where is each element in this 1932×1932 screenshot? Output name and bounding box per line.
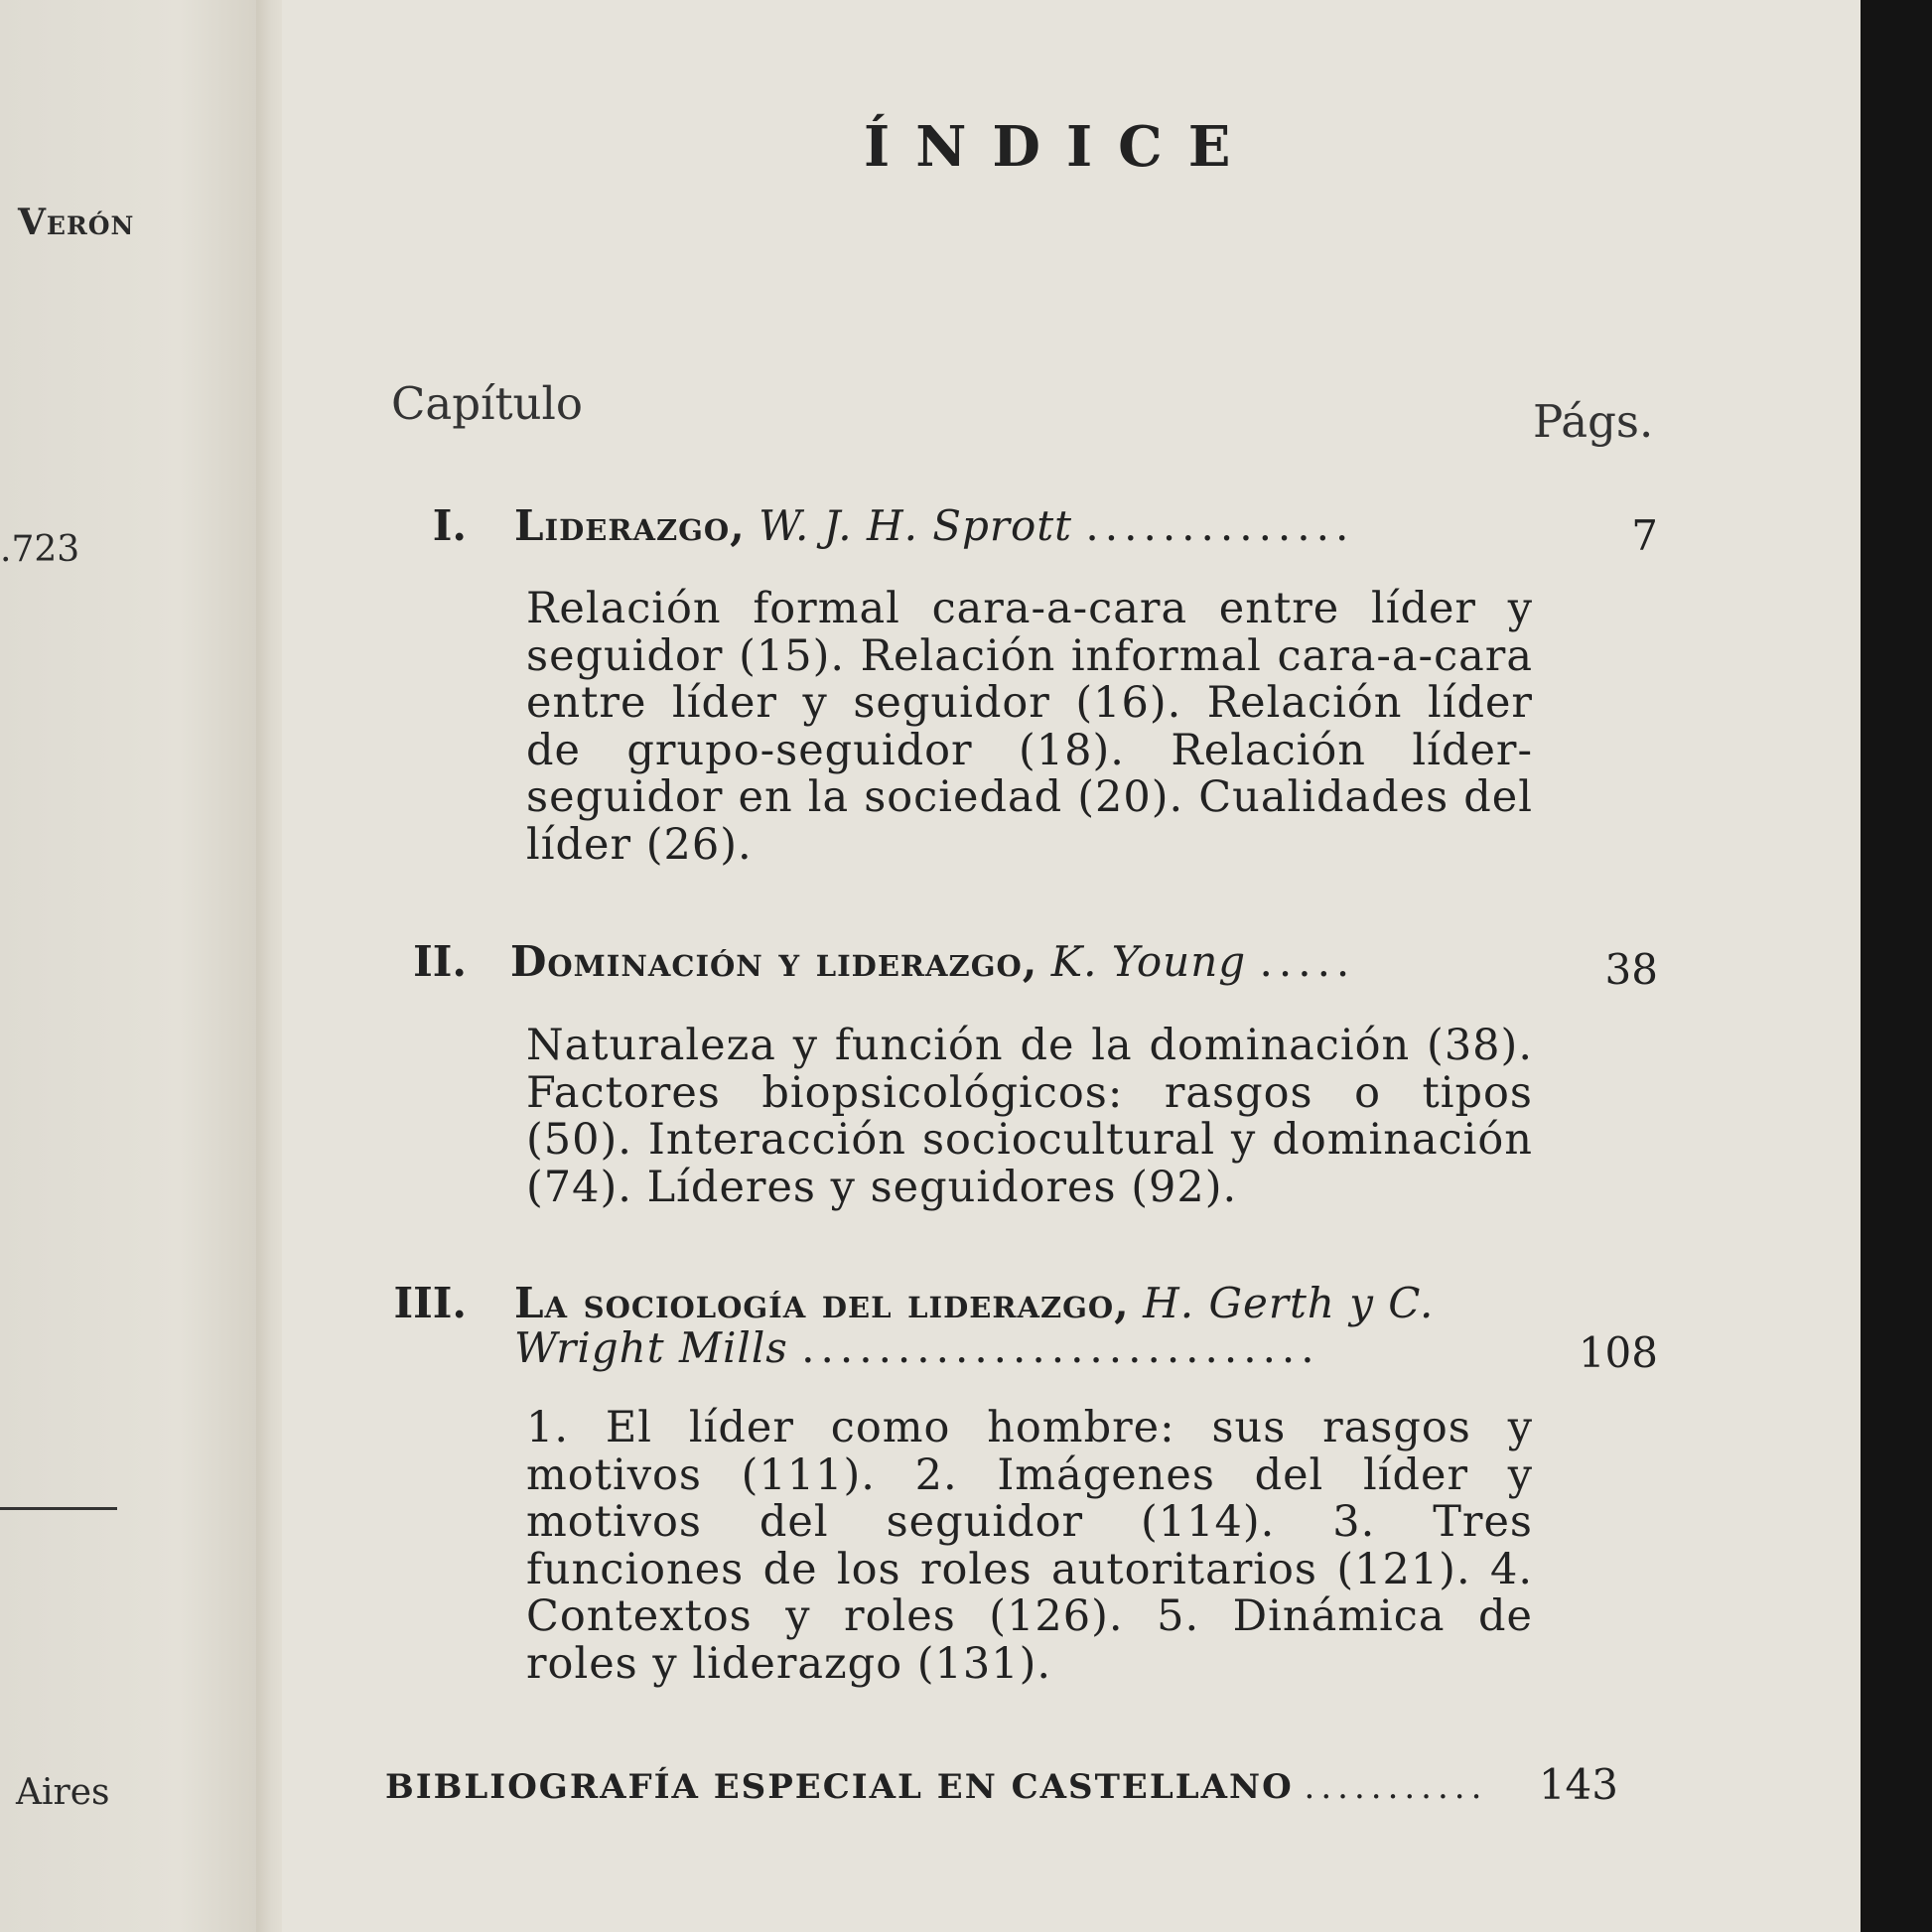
chapter-2-leader-dots: ..... bbox=[1259, 937, 1356, 986]
bibliography-heading bbox=[385, 1767, 1487, 1807]
chapter-3-heading-line2 bbox=[514, 1323, 1320, 1372]
left-page-fragment-number: .723 bbox=[0, 529, 80, 570]
chapter-3-description: 1. El líder como hombre: sus rasgos y motivos (111). 2. Imágenes del líder y motivos del seguidor (114). 3. Tres funciones de los roles autoritarios (121). 4. Contextos y roles (126). 5. Dinámica de roles y liderazgo (131). bbox=[526, 1403, 1533, 1689]
chapter-1-heading bbox=[514, 501, 1354, 550]
book-gutter bbox=[256, 0, 282, 1932]
chapter-1-description: Relación formal cara-a-cara entre líder y seguidor (15). Relación informal cara-a-cara entre líder y seguidor (16). Relación líder de grupo-seguidor (18). Relación líder-seguidor en la sociedad (20). Cualidades del líder (26). bbox=[526, 584, 1533, 870]
chapter-1-title: Liderazgo, bbox=[514, 501, 746, 550]
chapter-1-numeral: I. bbox=[432, 501, 467, 550]
chapter-1-leader-dots: .............. bbox=[1085, 501, 1355, 550]
chapter-2-page: 38 bbox=[1604, 945, 1658, 994]
left-page-fragment-veron: Verón bbox=[18, 202, 135, 243]
bibliography-leader-dots: ........... bbox=[1304, 1767, 1488, 1807]
dark-background-edge bbox=[1861, 0, 1932, 1932]
chapter-2-description: Naturaleza y función de la dominación (38). Factores biopsicológicos: rasgos o tipos (50). Interacción sociocultural y dominación (74). Líderes y seguidores (92). bbox=[526, 1021, 1533, 1212]
chapter-3-author: H. Gerth y C. bbox=[1143, 1279, 1435, 1327]
chapter-2-heading bbox=[510, 937, 1355, 986]
column-header-pages: Págs. bbox=[1533, 395, 1654, 448]
bibliography-page: 143 bbox=[1538, 1760, 1618, 1809]
chapter-3-leader-dots: ........................... bbox=[801, 1323, 1320, 1372]
chapter-3-page: 108 bbox=[1578, 1328, 1658, 1377]
left-page bbox=[0, 0, 256, 1932]
chapter-3-title: La sociología del liderazgo, bbox=[514, 1279, 1130, 1327]
left-page-fragment-aires: Aires bbox=[16, 1772, 110, 1813]
chapter-3-author-line2: Wright Mills bbox=[514, 1323, 788, 1372]
chapter-1-author: W. J. H. Sprott bbox=[759, 501, 1073, 550]
chapter-1-page: 7 bbox=[1631, 511, 1658, 560]
chapter-2-numeral: II. bbox=[413, 937, 467, 986]
column-header-chapter: Capítulo bbox=[391, 377, 584, 430]
chapter-3-numeral: III. bbox=[393, 1279, 467, 1327]
chapter-2-title: Dominación y liderazgo, bbox=[510, 937, 1038, 986]
chapter-3-heading-line1 bbox=[514, 1279, 1434, 1327]
index-title: ÍNDICE bbox=[864, 114, 1257, 180]
left-page-rule bbox=[0, 1507, 117, 1510]
bibliography-label: BIBLIOGRAFÍA ESPECIAL EN CASTELLANO bbox=[385, 1767, 1294, 1807]
chapter-2-author: K. Young bbox=[1050, 937, 1247, 986]
